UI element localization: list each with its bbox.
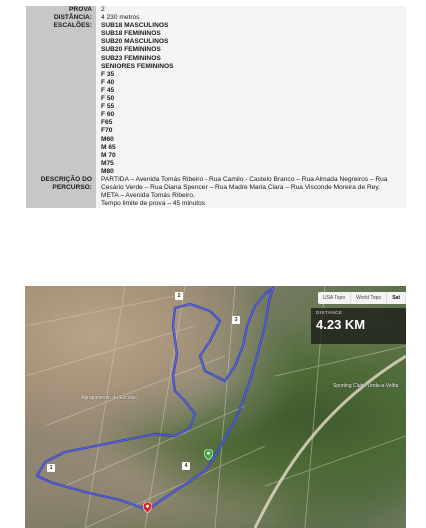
label-percurso: [26, 176, 96, 208]
place-label-school: Agrupamento de Escolas: [81, 395, 137, 401]
km-marker-4: 4: [182, 462, 190, 470]
category-item: M 70: [101, 151, 116, 159]
km-marker-3: 3: [232, 316, 240, 324]
category-item: SENIORES FEMININOS: [101, 62, 174, 70]
distance-value: 4.23 KM: [316, 317, 366, 332]
category-item: F 55: [101, 103, 115, 111]
tab-usa-topo[interactable]: USA Topo: [318, 292, 351, 304]
percurso-tempo: Tempo limite de prova – 45 minutos: [101, 200, 206, 208]
category-item: SUB18 MASCULINOS: [101, 22, 169, 30]
value-percurso: [96, 176, 406, 208]
tab-world-topo[interactable]: World Topo: [351, 292, 387, 304]
highway: [255, 356, 406, 528]
category-item: M75: [101, 159, 114, 167]
map-layer-tabs: [318, 292, 406, 304]
value-prova: 2: [96, 6, 406, 14]
race-info-table: [26, 6, 406, 208]
category-item: F 60: [101, 111, 115, 119]
category-item: F 35: [101, 70, 115, 78]
distance-panel: [311, 308, 406, 344]
label-prova: PROVA: [26, 6, 96, 14]
category-item: M 65: [101, 143, 116, 151]
category-item: F 40: [101, 78, 115, 86]
row-prova: [26, 6, 406, 14]
category-item: M80: [101, 167, 114, 175]
row-percurso: [26, 176, 406, 208]
category-item: SUB20 MASCULINOS: [101, 38, 169, 46]
category-item: F 50: [101, 95, 115, 103]
category-item: SUB18 FEMININOS: [101, 30, 161, 38]
start-pin-icon: [204, 449, 213, 460]
percurso-meta: META – Avenida Tomás Ribeiro.: [101, 192, 195, 200]
km-marker-1: 1: [47, 464, 55, 472]
percurso-partida: PARTIDA – Avenida Tomás Ribeiro - Rua Camilo - Castelo Branco – Rua Almada Negreiros – Rua Cesário Verde – Rua Diana Spencer – Rua Madre Maria Clara – Rua Visconde Moreira de Rey.: [101, 175, 388, 192]
place-label-sporting: Sporting Clube Linda-a-Velha: [333, 383, 399, 389]
row-escaloes: [26, 22, 406, 176]
category-item: F 45: [101, 86, 115, 94]
value-escaloes: [96, 22, 406, 176]
route-map[interactable]: [25, 286, 406, 528]
category-item: F70: [101, 127, 113, 135]
row-distancia: [26, 14, 406, 22]
finish-pin-icon: [143, 502, 152, 513]
label-escaloes: ESCALÕES:: [26, 22, 96, 176]
km-marker-2: 2: [175, 292, 183, 300]
value-distancia: 4 230 metros: [96, 14, 406, 22]
label-percurso-line1: DESCRIÇÃO DO: [40, 175, 92, 183]
tab-sat[interactable]: Sat: [387, 292, 406, 304]
category-item: SUB23 FEMININOS: [101, 54, 161, 62]
category-item: F65: [101, 119, 113, 127]
label-percurso-line2: PERCURSO:: [52, 184, 92, 192]
category-item: M60: [101, 135, 114, 143]
label-distancia: DISTÂNCIA:: [26, 14, 96, 22]
distance-label: DISTANCE: [316, 311, 343, 316]
category-item: SUB20 FEMININOS: [101, 46, 161, 54]
